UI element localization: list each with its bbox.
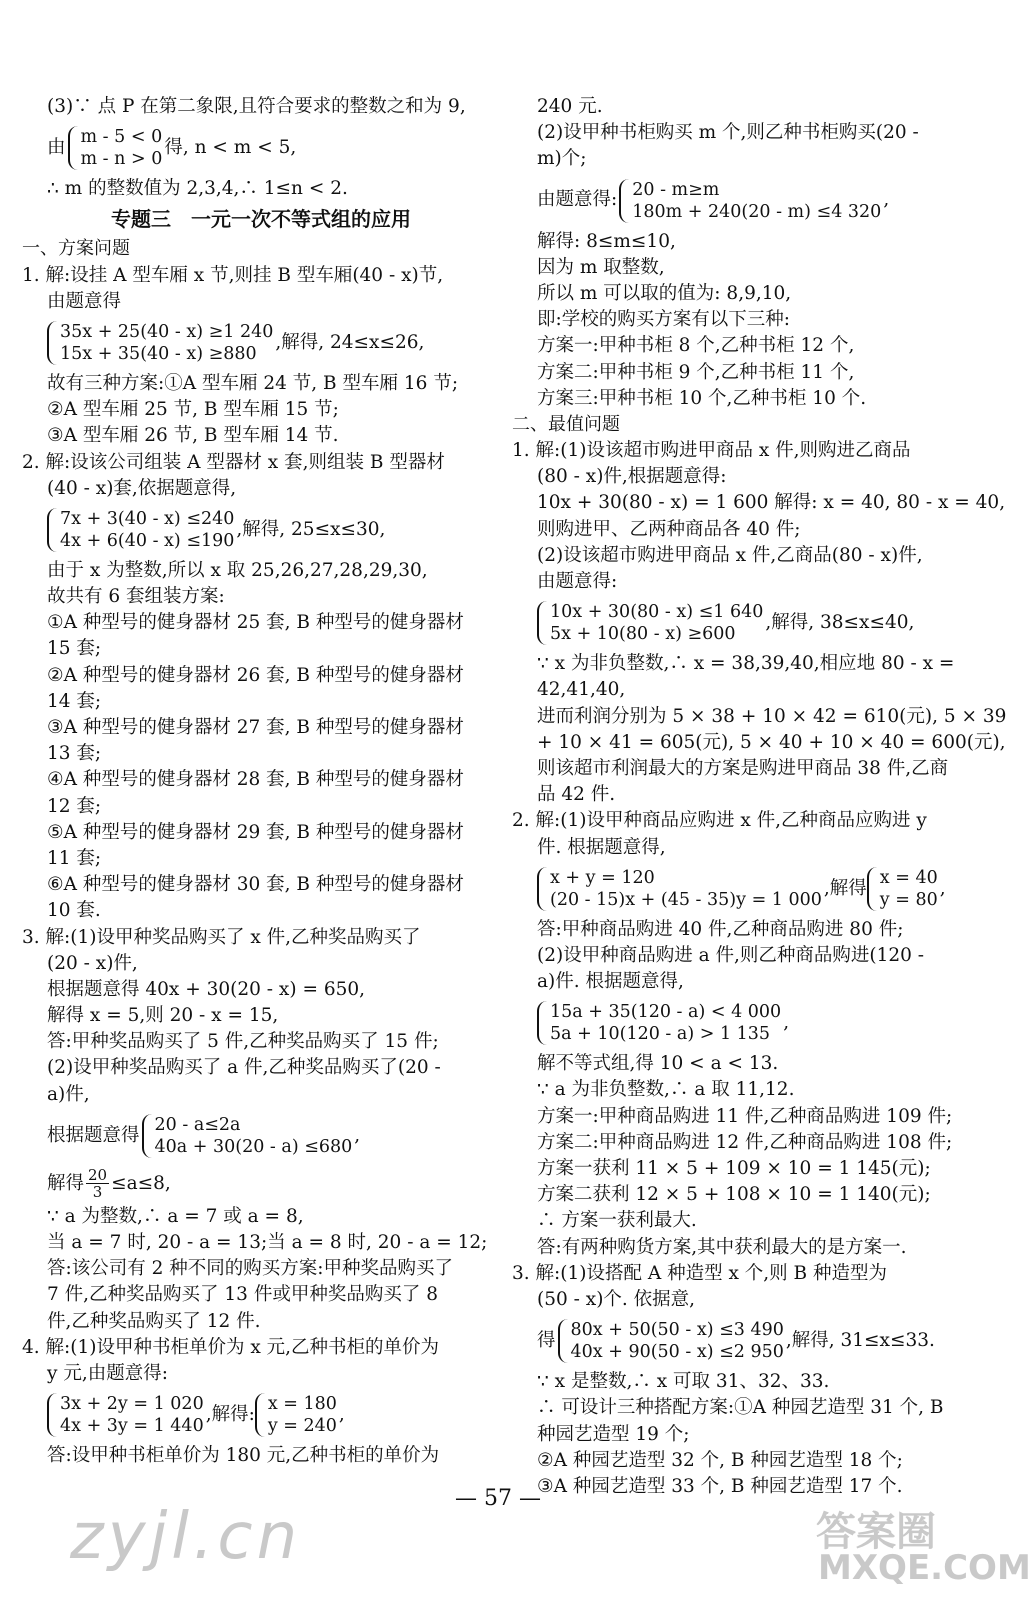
inequality-system: 由题意得: 20 - m≥m 180m + 240(20 - m) ≤4 320 , (537, 179, 890, 222)
brace (68, 126, 78, 170)
text-line: (40 - x)套,依据题意得, (47, 477, 237, 499)
inequality-system: 得 80x + 50(50 - x) ≤3 490 40x + 90(50 - x) ≤2 950 ,解得, 31≤x≤33. (537, 1320, 935, 1363)
inequality-system: 根据题意得 20 - a≤2a 40a + 30(20 - a) ≤680 , (47, 1114, 361, 1157)
page-number: — 57 — (455, 1486, 541, 1511)
text-line: ∴ m 的整数值为 2,3,4,∴ 1≤n < 2. (47, 178, 348, 200)
inequality-system: 7x + 3(40 - x) ≤240 4x + 6(40 - x) ≤190 ,解得, 25≤x≤30, (22, 502, 500, 558)
equation-system: 3x + 2y = 1 020 4x + 3y = 1 440 ,解得: x = 180 y = 240 , (22, 1387, 500, 1443)
text-line: ③A 型车厢 26 节, B 型车厢 14 节. (47, 425, 339, 447)
inequality-system: 10x + 30(80 - x) ≤1 640 5x + 10(80 - x) ≥600 ,解得, 38≤x≤40, (512, 595, 982, 651)
subsection-title: 一、方案问题 (22, 238, 130, 260)
fraction: $\frac{20}{3}$ (88, 1166, 108, 1202)
watermark-url: MXQE.COM (818, 1548, 1031, 1588)
text-line: 2. 解:设该公司组装 A 型器材 x 套,则组装 B 型器材 (22, 451, 445, 473)
text-line: 故有三种方案:①A 型车厢 24 节, B 型车厢 16 节; (47, 372, 459, 394)
section-heading: 专题三 一元一次不等式组的应用 (111, 207, 411, 232)
equation-system: x + y = 120 (20 - 15)x + (45 - 35)y = 1 000 ,解得 x = 40 y = 80 , (512, 861, 982, 917)
text-line: (3)∵ 点 P 在第二象限,且符合要求的整数之和为 9, (47, 96, 466, 117)
text-line: ②A 型车厢 25 节, B 型车厢 15 节; (47, 399, 339, 421)
inequality-system: 15a + 35(120 - a) < 4 000 5a + 10(120 - a) > 1 135 , (512, 995, 982, 1051)
watermark-stamp: 答案圈 (816, 1509, 936, 1555)
right-column: 240 元. (2)设甲种书柜购买 m 个,则乙种书柜购买(20 - m)个; 由题意得: 20 - m≥m 180m + 240(20 - m) ≤4 320 , 解得: 8≤m≤10, 因为 m 取整数, 所以 m 可以取的值为: 8,9,10, 即:学校的购买方案有以下三种: 方案一:甲种书柜 8 个,乙种书柜 12 个, 方案二:甲种书柜 9 个,乙种书柜 11 个, 方案三:甲种书柜 10 个,乙种书柜 10 个. 二、最值问题 1. 解:(1)设该超市购进甲商品 x 件,则购进乙商品 (80 - x)件,根据题意得: 10x + 30(80 - x) = 1 600 解得: x = 40, 80 - x = 40, 则购进甲、乙两种商品各 40 件; (2)设该超市购进甲商品 x 件,乙商品(80 - x)件, 由题意得: 10x + 30(80 - x) ≤1 640 5x + 10(80 - x) ≥600 ,解得, 38≤x≤40, ∵ x 为非负整数,∴ x = 38,39,40,相应地 80 - x = 42,41,40, 进而利润分别为 5 × 38 + 10 × 42 = 610(元), 5 × 39 + 10 × 41 = 605(元), 5 × 40 + 10 × 40 = 600(元), 则该超市利润最大的方案是购进甲商品 38 件,乙商 品 42 件. 2. 解:(1)设甲种商品应购进 x 件,乙种商品应购进 y 件. 根据题意得, x + y = 120 (20 - 15)x + (45 - 35)y = 1 000 ,解得 x = 40 y = 80 , 答:甲种商品购进 40 件,乙种商品购进 80 件; (2)设甲种商品购进 a 件,则乙种商品购进(120 - a)件. 根据题意得, 15a + 35(120 - a) < 4 000 5a + 10(120 - a) > 1 135 , 解不等式组,得 10 < a < 13. ∵ a 为非负整数,∴ a 取 11,12. 方案一:甲种商品购进 11 件,乙种商品购进 109 件; 方案二:甲种商品购进 12 件,乙种商品购进 108 件; 方案一获利 11 × 5 + 109 × 10 = 1 145(元); 方案二获利 12 × 5 + 108 × 10 = 1 140(元); ∴ 方案一获利最大. 答:有两种购货方案,其中获利最大的是方案一. 3. 解:(1)设搭配 A 种造型 x 个,则 B 种造型为 (50 - x)个. 依据意, 得 80x + 50(50 - x) ≤3 490 40x + 90(50 - x) ≤2 950 ,解得, 31≤x≤33. ∵ x 是整数,∴ x 可取 31、32、33. ∴ 可设计三种搭配方案:①A 种园艺造型 31 个, B 种园艺造型 19 个; ②A 种园艺造型 32 个, B 种园艺造型 18 个; ③A 种园艺造型 33 个, B 种园艺造型 17 个. (512, 96, 1007, 1497)
left-column: (3)∵ 点 P 在第二象限,且符合要求的整数之和为 9, 由 m - 5 < 0 m - n > 0 得, n < m < 5, ∴ m 的整数值为 2,3,4,∴ 1≤n < 2. 专题三 一元一次不等式组的应用 一、方案问题 1. 解:设挂 A 型车厢 x 节,则挂 B 型车厢(40 - x)节, 由题意得 35x + 25(40 - x) ≥1 240 15x + 35(40 - x) ≥880 ,解得, 24≤x≤26, 故有三种方案:①A 型车厢 24 节, B 型车厢 16 节; ②A 型车厢 25 节, B 型车厢 15 节; ③A 型车厢 26 节, B 型车厢 14 节. 2. 解:设该公司组装 A 型器材 x 套,则组装 B 型器材 (40 - x)套,依据题意得, 7x + 3(40 - x) ≤240 4x + 6(40 - x) ≤190 ,解得, 25≤x≤30, 由于 x 为整数,所以 x 取 25,26,27,28,29,30, 故共有 6 套组装方案: ①A 种型号的健身器材 25 套, B 种型号的健身器材 15 套; ②A 种型号的健身器材 26 套, B 种型号的健身器材 14 套; ③A 种型号的健身器材 27 套, B 种型号的健身器材 13 套; ④A 种型号的健身器材 28 套, B 种型号的健身器材 12 套; ⑤A 种型号的健身器材 29 套, B 种型号的健身器材 11 套; ⑥A 种型号的健身器材 30 套, B 种型号的健身器材 10 套. 3. 解:(1)设甲种奖品购买了 x 件,乙种奖品购买了 (20 - x)件, 根据题意得 40x + 30(20 - x) = 650, 解得 x = 5,则 20 - x = 15, 答:甲种奖品购买了 5 件,乙种奖品购买了 15 件; (2)设甲种奖品购买了 a 件,乙种奖品购买了(20 - a)件, 根据题意得 20 - a≤2a 40a + 30(20 - a) ≤680 , 解得 $\frac{20}{3}$ ≤a≤8, ∵ a 为整数,∴ a = 7 或 a = 8, 当 a = 7 时, 20 - a = 13;当 a = 8 时, 20 - a = 12; 答:该公司有 2 种不同的购买方案:甲种奖品购买了 7 件,乙种奖品购买了 13 件或甲种奖品购买了 8 件,乙种奖品购买了 12 件. 4. 解:(1)设甲种书柜单价为 x 元,乙种书柜的单价为 y 元,由题意得: 3x + 2y = 1 020 4x + 3y = 1 440 ,解得: x = 180 y = 240 , 答:设甲种书柜单价为 180 元,乙种书柜的单价为 (22, 94, 500, 1469)
subsection-title: 二、最值问题 (512, 413, 620, 435)
text-line: 1. 解:设挂 A 型车厢 x 节,则挂 B 型车厢(40 - x)节, (22, 264, 444, 286)
inequality-system: 由 m - 5 < 0 m - n > 0 得, n < m < 5, (47, 127, 297, 170)
inequality-system: 35x + 25(40 - x) ≥1 240 15x + 35(40 - x) ≥880 ,解得, 24≤x≤26, (22, 315, 500, 371)
text-line: 由题意得 (47, 290, 122, 312)
watermark-logo: zyjl.cn (70, 1500, 302, 1574)
fraction-line: 解得 $\frac{20}{3}$ ≤a≤8, (47, 1166, 171, 1202)
